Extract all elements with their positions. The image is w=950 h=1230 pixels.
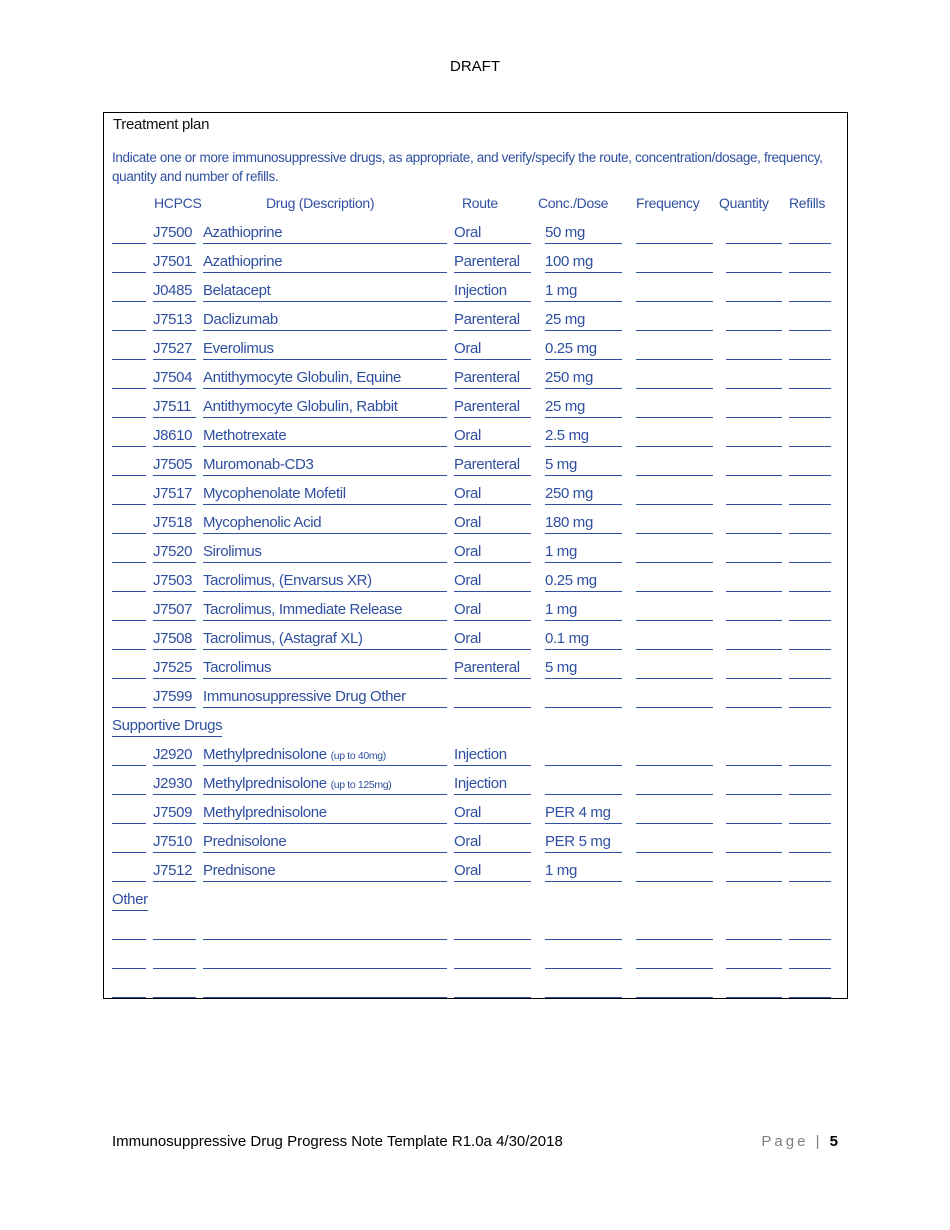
refills-field[interactable] <box>789 397 831 418</box>
dose-field[interactable]: 5 mg <box>545 658 622 679</box>
drug-name: Tacrolimus, (Astagraf XL) <box>203 630 363 647</box>
column-header-hcpcs: HCPCS <box>154 195 202 211</box>
drug-name: Methylprednisolone <box>203 775 327 792</box>
drug-description <box>203 861 447 882</box>
route-field[interactable]: Oral <box>454 339 531 360</box>
drug-description <box>203 252 447 273</box>
drug-description <box>203 455 447 476</box>
other-drug-row <box>104 948 847 970</box>
hcpcs-code: J7510 <box>153 832 196 853</box>
refills-field[interactable] <box>789 687 831 708</box>
hcpcs-code: J7520 <box>153 542 196 563</box>
drug-name: Belatacept <box>203 282 271 299</box>
frequency-field[interactable] <box>636 919 713 940</box>
hcpcs-code: J7513 <box>153 310 196 331</box>
refills-field[interactable] <box>789 629 831 650</box>
quantity-field[interactable] <box>726 281 782 302</box>
route-field[interactable] <box>454 687 531 708</box>
select-blank-field[interactable] <box>112 774 146 795</box>
dose-field[interactable]: 1 mg <box>545 281 622 302</box>
page-label: Page <box>761 1133 809 1150</box>
drug-row <box>104 745 847 767</box>
frequency-field[interactable] <box>636 745 713 766</box>
drug-name: Prednisone <box>203 862 276 879</box>
route-field[interactable]: Injection <box>454 774 531 795</box>
refills-field[interactable] <box>789 919 831 940</box>
drug-row <box>104 832 847 854</box>
select-blank-field[interactable] <box>112 513 146 534</box>
drug-description <box>203 426 447 447</box>
select-blank-field[interactable] <box>112 542 146 563</box>
drug-name: Methotrexate <box>203 427 287 444</box>
quantity-field[interactable] <box>726 919 782 940</box>
hcpcs-code: J7525 <box>153 658 196 679</box>
quantity-field[interactable] <box>726 484 782 505</box>
dose-field[interactable]: PER 5 mg <box>545 832 622 853</box>
frequency-field[interactable] <box>636 397 713 418</box>
quantity-field[interactable] <box>726 571 782 592</box>
draft-watermark: DRAFT <box>450 58 500 75</box>
drug-note: (up to 125mg) <box>330 779 392 791</box>
dose-field[interactable]: 25 mg <box>545 397 622 418</box>
hcpcs-code-field[interactable] <box>153 919 196 940</box>
hcpcs-code: J7518 <box>153 513 196 534</box>
drug-row <box>104 339 847 361</box>
hcpcs-code: J7527 <box>153 339 196 360</box>
select-blank-field[interactable] <box>112 919 146 940</box>
quantity-field[interactable] <box>726 223 782 244</box>
column-header-refills: Refills <box>789 195 826 211</box>
route-field[interactable]: Injection <box>454 745 531 766</box>
column-header-frequency: Frequency <box>636 195 700 211</box>
route-field[interactable]: Parenteral <box>454 310 531 331</box>
refills-field[interactable] <box>789 281 831 302</box>
route-field[interactable]: Oral <box>454 600 531 621</box>
refills-field[interactable] <box>789 368 831 389</box>
drug-note: (up to 40mg) <box>330 750 386 762</box>
dose-field[interactable]: 250 mg <box>545 484 622 505</box>
drug-name: Tacrolimus <box>203 659 272 676</box>
frequency-field[interactable] <box>636 571 713 592</box>
hcpcs-code: J8610 <box>153 426 196 447</box>
drug-description-field[interactable] <box>203 977 447 998</box>
drug-description <box>203 803 447 824</box>
frequency-field[interactable] <box>636 455 713 476</box>
dose-field[interactable]: 0.25 mg <box>545 339 622 360</box>
hcpcs-code: J7509 <box>153 803 196 824</box>
drug-description <box>203 368 447 389</box>
refills-field[interactable] <box>789 339 831 360</box>
frequency-field[interactable] <box>636 832 713 853</box>
quantity-field[interactable] <box>726 977 782 998</box>
drug-description <box>203 687 447 708</box>
column-header-quantity: Quantity <box>719 195 769 211</box>
drug-name: Tacrolimus, (Envarsus XR) <box>203 572 372 589</box>
dose-field[interactable]: 0.1 mg <box>545 629 622 650</box>
select-blank-field[interactable] <box>112 252 146 273</box>
drug-row <box>104 513 847 535</box>
dose-field[interactable] <box>545 948 622 969</box>
frequency-field[interactable] <box>636 252 713 273</box>
refills-field[interactable] <box>789 426 831 447</box>
select-blank-field[interactable] <box>112 948 146 969</box>
route-field[interactable]: Parenteral <box>454 455 531 476</box>
refills-field[interactable] <box>789 977 831 998</box>
route-field[interactable]: Oral <box>454 513 531 534</box>
select-blank-field[interactable] <box>112 687 146 708</box>
drug-description <box>203 223 447 244</box>
dose-field[interactable]: 1 mg <box>545 600 622 621</box>
select-blank-field[interactable] <box>112 658 146 679</box>
drug-name: Muromonab-CD3 <box>203 456 314 473</box>
quantity-field[interactable] <box>726 774 782 795</box>
hcpcs-code: J2930 <box>153 774 196 795</box>
dose-field[interactable] <box>545 919 622 940</box>
refills-field[interactable] <box>789 948 831 969</box>
quantity-field[interactable] <box>726 426 782 447</box>
drug-description <box>203 542 447 563</box>
refills-field[interactable] <box>789 803 831 824</box>
dose-field[interactable]: 0.25 mg <box>545 571 622 592</box>
route-field[interactable]: Oral <box>454 426 531 447</box>
quantity-field[interactable] <box>726 252 782 273</box>
select-blank-field[interactable] <box>112 629 146 650</box>
drug-row <box>104 600 847 622</box>
drug-name: Antithymocyte Globulin, Rabbit <box>203 398 398 415</box>
refills-field[interactable] <box>789 455 831 476</box>
hcpcs-code: J7508 <box>153 629 196 650</box>
drug-name: Methylprednisolone <box>203 804 327 821</box>
drug-description <box>203 310 447 331</box>
hcpcs-code: J0485 <box>153 281 196 302</box>
drug-description <box>203 832 447 853</box>
drug-row <box>104 281 847 303</box>
frequency-field[interactable] <box>636 513 713 534</box>
drug-description <box>203 339 447 360</box>
dose-field[interactable]: 2.5 mg <box>545 426 622 447</box>
quantity-field[interactable] <box>726 339 782 360</box>
drug-name: Immunosuppressive Drug Other <box>203 688 406 705</box>
select-blank-field[interactable] <box>112 745 146 766</box>
drug-name: Tacrolimus, Immediate Release <box>203 601 403 618</box>
select-blank-field[interactable] <box>112 368 146 389</box>
drug-description <box>203 484 447 505</box>
select-blank-field[interactable] <box>112 310 146 331</box>
select-blank-field[interactable] <box>112 223 146 244</box>
dose-field[interactable]: 50 mg <box>545 223 622 244</box>
refills-field[interactable] <box>789 658 831 679</box>
select-blank-field[interactable] <box>112 455 146 476</box>
select-blank-field[interactable] <box>112 339 146 360</box>
route-field[interactable] <box>454 948 531 969</box>
route-field[interactable] <box>454 977 531 998</box>
quantity-field[interactable] <box>726 629 782 650</box>
drug-description-field[interactable] <box>203 948 447 969</box>
drug-description <box>203 629 447 650</box>
drug-description-field[interactable] <box>203 919 447 940</box>
frequency-field[interactable] <box>636 600 713 621</box>
drug-row <box>104 629 847 651</box>
select-blank-field[interactable] <box>112 803 146 824</box>
hcpcs-code: J7517 <box>153 484 196 505</box>
select-blank-field[interactable] <box>112 571 146 592</box>
hcpcs-code: J7501 <box>153 252 196 273</box>
quantity-field[interactable] <box>726 832 782 853</box>
drug-row <box>104 658 847 680</box>
route-field[interactable]: Oral <box>454 803 531 824</box>
drug-name: Azathioprine <box>203 224 283 241</box>
quantity-field[interactable] <box>726 368 782 389</box>
drug-row <box>104 484 847 506</box>
instructions-text: Indicate one or more immunosuppressive drugs, as appropriate, and verify/specify the route, concentration/dosage, frequency, quantity and number of refills. <box>112 150 823 184</box>
drug-row <box>104 455 847 477</box>
other-drug-row <box>104 919 847 941</box>
quantity-field[interactable] <box>726 658 782 679</box>
frequency-field[interactable] <box>636 339 713 360</box>
dose-field[interactable]: 180 mg <box>545 513 622 534</box>
route-field[interactable]: Parenteral <box>454 658 531 679</box>
dose-field[interactable]: 100 mg <box>545 252 622 273</box>
route-field[interactable]: Oral <box>454 223 531 244</box>
drug-row <box>104 571 847 593</box>
drug-name: Azathioprine <box>203 253 283 270</box>
drug-row <box>104 310 847 332</box>
quantity-field[interactable] <box>726 542 782 563</box>
drug-name: Everolimus <box>203 340 274 357</box>
drug-name: Daclizumab <box>203 311 278 328</box>
route-field[interactable]: Oral <box>454 832 531 853</box>
drug-row <box>104 687 847 709</box>
drug-name: Mycophenolic Acid <box>203 514 322 531</box>
column-header-route: Route <box>462 195 498 211</box>
select-blank-field[interactable] <box>112 397 146 418</box>
frequency-field[interactable] <box>636 426 713 447</box>
route-field[interactable]: Oral <box>454 571 531 592</box>
frequency-field[interactable] <box>636 310 713 331</box>
other-drug-row <box>104 977 847 999</box>
refills-field[interactable] <box>789 310 831 331</box>
drug-description <box>203 571 447 592</box>
drug-row <box>104 397 847 419</box>
page-number-value: 5 <box>829 1133 838 1150</box>
route-field[interactable]: Oral <box>454 629 531 650</box>
drug-row <box>104 803 847 825</box>
hcpcs-code: J7504 <box>153 368 196 389</box>
drug-description <box>203 774 447 795</box>
drug-row <box>104 368 847 390</box>
drug-row <box>104 774 847 796</box>
route-field[interactable] <box>454 919 531 940</box>
dose-field[interactable]: 250 mg <box>545 368 622 389</box>
frequency-field[interactable] <box>636 687 713 708</box>
drug-row <box>104 426 847 448</box>
supportive-drugs-heading: Supportive Drugs <box>112 716 222 737</box>
frequency-field[interactable] <box>636 484 713 505</box>
page-number: Page | 5 <box>761 1133 838 1150</box>
quantity-field[interactable] <box>726 600 782 621</box>
quantity-field[interactable] <box>726 861 782 882</box>
hcpcs-code: J2920 <box>153 745 196 766</box>
hcpcs-code-field[interactable] <box>153 948 196 969</box>
refills-field[interactable] <box>789 484 831 505</box>
dose-field[interactable]: 25 mg <box>545 310 622 331</box>
route-field[interactable]: Oral <box>454 542 531 563</box>
hcpcs-code-field[interactable] <box>153 977 196 998</box>
select-blank-field[interactable] <box>112 484 146 505</box>
frequency-field[interactable] <box>636 223 713 244</box>
select-blank-field[interactable] <box>112 281 146 302</box>
refills-field[interactable] <box>789 252 831 273</box>
refills-field[interactable] <box>789 861 831 882</box>
select-blank-field[interactable] <box>112 861 146 882</box>
drug-name: Prednisolone <box>203 833 287 850</box>
drug-name: Sirolimus <box>203 543 262 560</box>
select-blank-field[interactable] <box>112 977 146 998</box>
dose-field[interactable]: PER 4 mg <box>545 803 622 824</box>
quantity-field[interactable] <box>726 310 782 331</box>
hcpcs-code: J7500 <box>153 223 196 244</box>
drug-name: Methylprednisolone <box>203 746 327 763</box>
quantity-field[interactable] <box>726 455 782 476</box>
dose-field[interactable]: 1 mg <box>545 542 622 563</box>
dose-field[interactable] <box>545 745 622 766</box>
drug-description <box>203 600 447 621</box>
drug-description <box>203 281 447 302</box>
route-field[interactable]: Oral <box>454 861 531 882</box>
dose-field[interactable] <box>545 977 622 998</box>
quantity-field[interactable] <box>726 513 782 534</box>
drug-description <box>203 658 447 679</box>
hcpcs-code: J7511 <box>153 397 196 418</box>
drug-description <box>203 397 447 418</box>
frequency-field[interactable] <box>636 977 713 998</box>
frequency-field[interactable] <box>636 629 713 650</box>
select-blank-field[interactable] <box>112 426 146 447</box>
frequency-field[interactable] <box>636 774 713 795</box>
hcpcs-code: J7599 <box>153 687 196 708</box>
column-header-drug: Drug (Description) <box>266 195 375 211</box>
quantity-field[interactable] <box>726 803 782 824</box>
hcpcs-code: J7505 <box>153 455 196 476</box>
column-header-dose: Conc./Dose <box>538 195 609 211</box>
dose-field[interactable] <box>545 687 622 708</box>
dose-field[interactable]: 1 mg <box>545 861 622 882</box>
refills-field[interactable] <box>789 223 831 244</box>
refills-field[interactable] <box>789 513 831 534</box>
section-title: Treatment plan <box>113 116 210 133</box>
dose-field[interactable]: 5 mg <box>545 455 622 476</box>
route-field[interactable]: Parenteral <box>454 252 531 273</box>
refills-field[interactable] <box>789 774 831 795</box>
hcpcs-code: J7503 <box>153 571 196 592</box>
drug-row <box>104 542 847 564</box>
refills-field[interactable] <box>789 542 831 563</box>
drug-description <box>203 745 447 766</box>
hcpcs-code: J7507 <box>153 600 196 621</box>
other-heading: Other <box>112 890 148 911</box>
frequency-field[interactable] <box>636 948 713 969</box>
quantity-field[interactable] <box>726 687 782 708</box>
route-field[interactable]: Injection <box>454 281 531 302</box>
quantity-field[interactable] <box>726 397 782 418</box>
route-field[interactable]: Oral <box>454 484 531 505</box>
frequency-field[interactable] <box>636 542 713 563</box>
frequency-field[interactable] <box>636 368 713 389</box>
route-field[interactable]: Parenteral <box>454 397 531 418</box>
refills-field[interactable] <box>789 745 831 766</box>
drug-row <box>104 252 847 274</box>
drug-row <box>104 223 847 245</box>
frequency-field[interactable] <box>636 658 713 679</box>
treatment-plan-section <box>103 112 848 999</box>
refills-field[interactable] <box>789 832 831 853</box>
frequency-field[interactable] <box>636 803 713 824</box>
select-blank-field[interactable] <box>112 832 146 853</box>
select-blank-field[interactable] <box>112 600 146 621</box>
refills-field[interactable] <box>789 600 831 621</box>
frequency-field[interactable] <box>636 861 713 882</box>
frequency-field[interactable] <box>636 281 713 302</box>
route-field[interactable]: Parenteral <box>454 368 531 389</box>
quantity-field[interactable] <box>726 745 782 766</box>
refills-field[interactable] <box>789 571 831 592</box>
drug-name: Antithymocyte Globulin, Equine <box>203 369 401 386</box>
drug-row <box>104 861 847 883</box>
quantity-field[interactable] <box>726 948 782 969</box>
drug-description <box>203 513 447 534</box>
footer-document-title: Immunosuppressive Drug Progress Note Template R1.0a 4/30/2018 <box>112 1133 563 1150</box>
drug-name: Mycophenolate Mofetil <box>203 485 346 502</box>
hcpcs-code: J7512 <box>153 861 196 882</box>
dose-field[interactable] <box>545 774 622 795</box>
